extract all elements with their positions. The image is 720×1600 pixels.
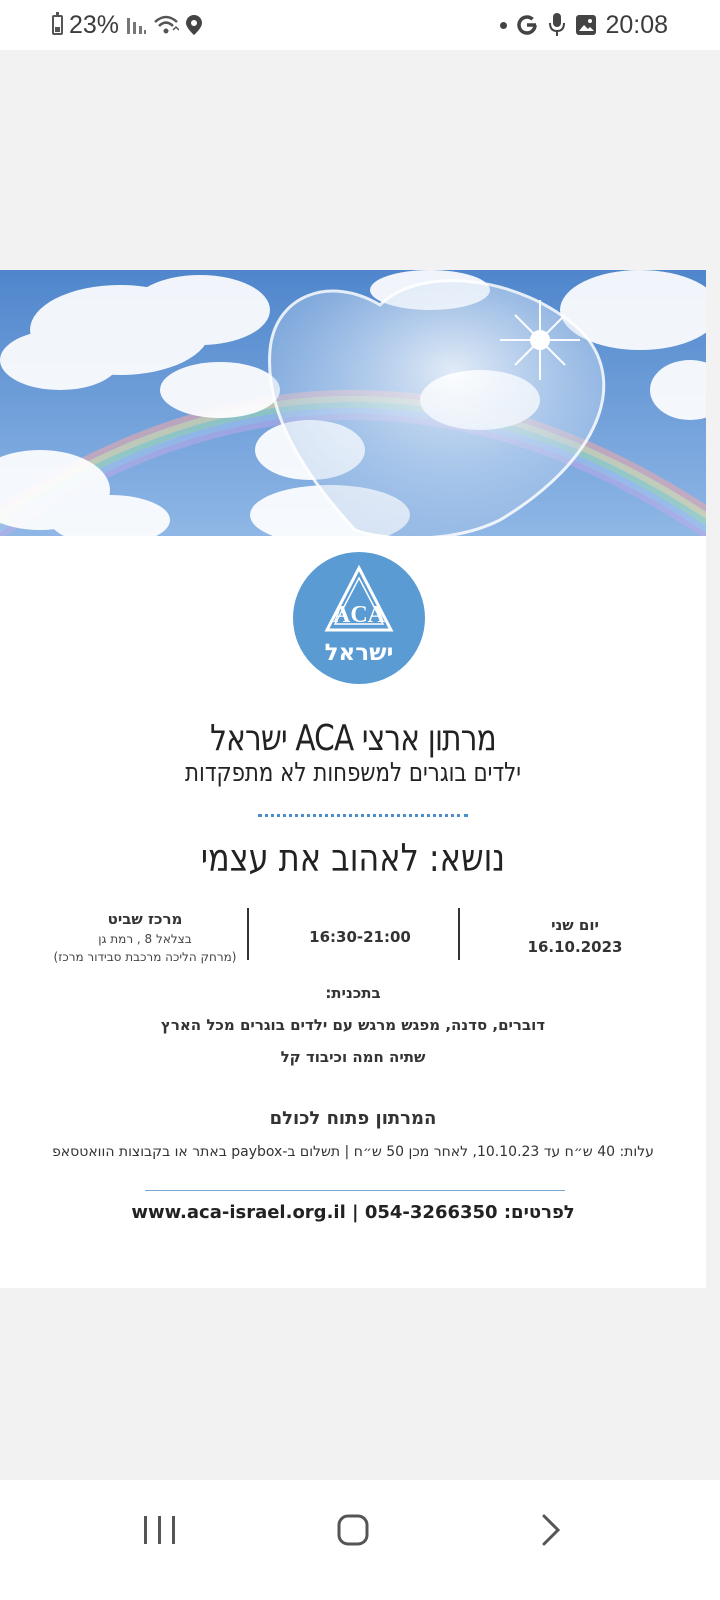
event-note: (מרחק הליכה מרכבת סבידור מרכז) [53,950,237,964]
program-line-1: דוברים, סדנה, מפגש מרגש עם ילדים בוגרים מכל הארץ [160,1016,546,1034]
event-address: בצלאל 8 , רמת גן [98,932,192,946]
logo-letters: ACA [333,602,385,628]
recents-button[interactable] [130,1500,190,1560]
battery-percent: 23% [69,10,120,39]
sky-banner [0,270,706,536]
battery-icon [52,15,63,35]
date-block [470,916,680,956]
back-icon [520,1500,580,1560]
horizontal-divider [145,1190,565,1191]
event-day: יום שני [551,916,599,934]
venue-block [40,910,250,964]
signal-icon [125,14,147,36]
event-venue: מרכז שביט [107,910,183,928]
flyer-image[interactable] [0,270,706,1288]
program-title: בתכנית: [325,984,381,1002]
time-block [255,928,465,946]
navigation-bar [0,1480,720,1600]
dotted-divider [258,814,468,818]
logo-text: ישראל [324,640,394,666]
program-line-2: שתיה חמה וכיבוד קל [280,1048,426,1066]
event-date: 16.10.2023 [527,938,623,956]
status-bar [0,0,720,50]
wifi-icon [153,13,179,37]
flyer-topic: נושא: לאהוב את עצמי [200,836,506,880]
back-button[interactable] [520,1500,580,1560]
event-details [0,908,706,968]
gallery-icon [575,14,597,36]
microphone-icon [547,12,567,38]
flyer-subtitle: ילדים בוגרים למשפחות לא מתפקדות [185,758,521,788]
google-icon [515,13,539,37]
event-time: 16:30-21:00 [309,928,411,946]
flyer-title: מרתון ארצי ACA ישראל [210,718,496,759]
home-icon [323,1500,383,1560]
cost-info: עלות: 40 ש״ח עד 10.10.23, לאחר מכן 50 ש״ח | תשלום ב-paybox באתר או בקבוצות הוואטסאפ [52,1144,654,1160]
aca-logo [293,552,425,684]
home-button[interactable] [323,1500,383,1560]
recents-icon [130,1500,190,1560]
clock: 20:08 [605,10,668,39]
contact-info: לפרטים: 054-3266350 | www.aca-israel.org.il [131,1202,575,1223]
location-icon [185,14,203,36]
open-to-all: המרתון פתוח לכולם [269,1108,437,1129]
notification-dot-icon [500,22,507,29]
